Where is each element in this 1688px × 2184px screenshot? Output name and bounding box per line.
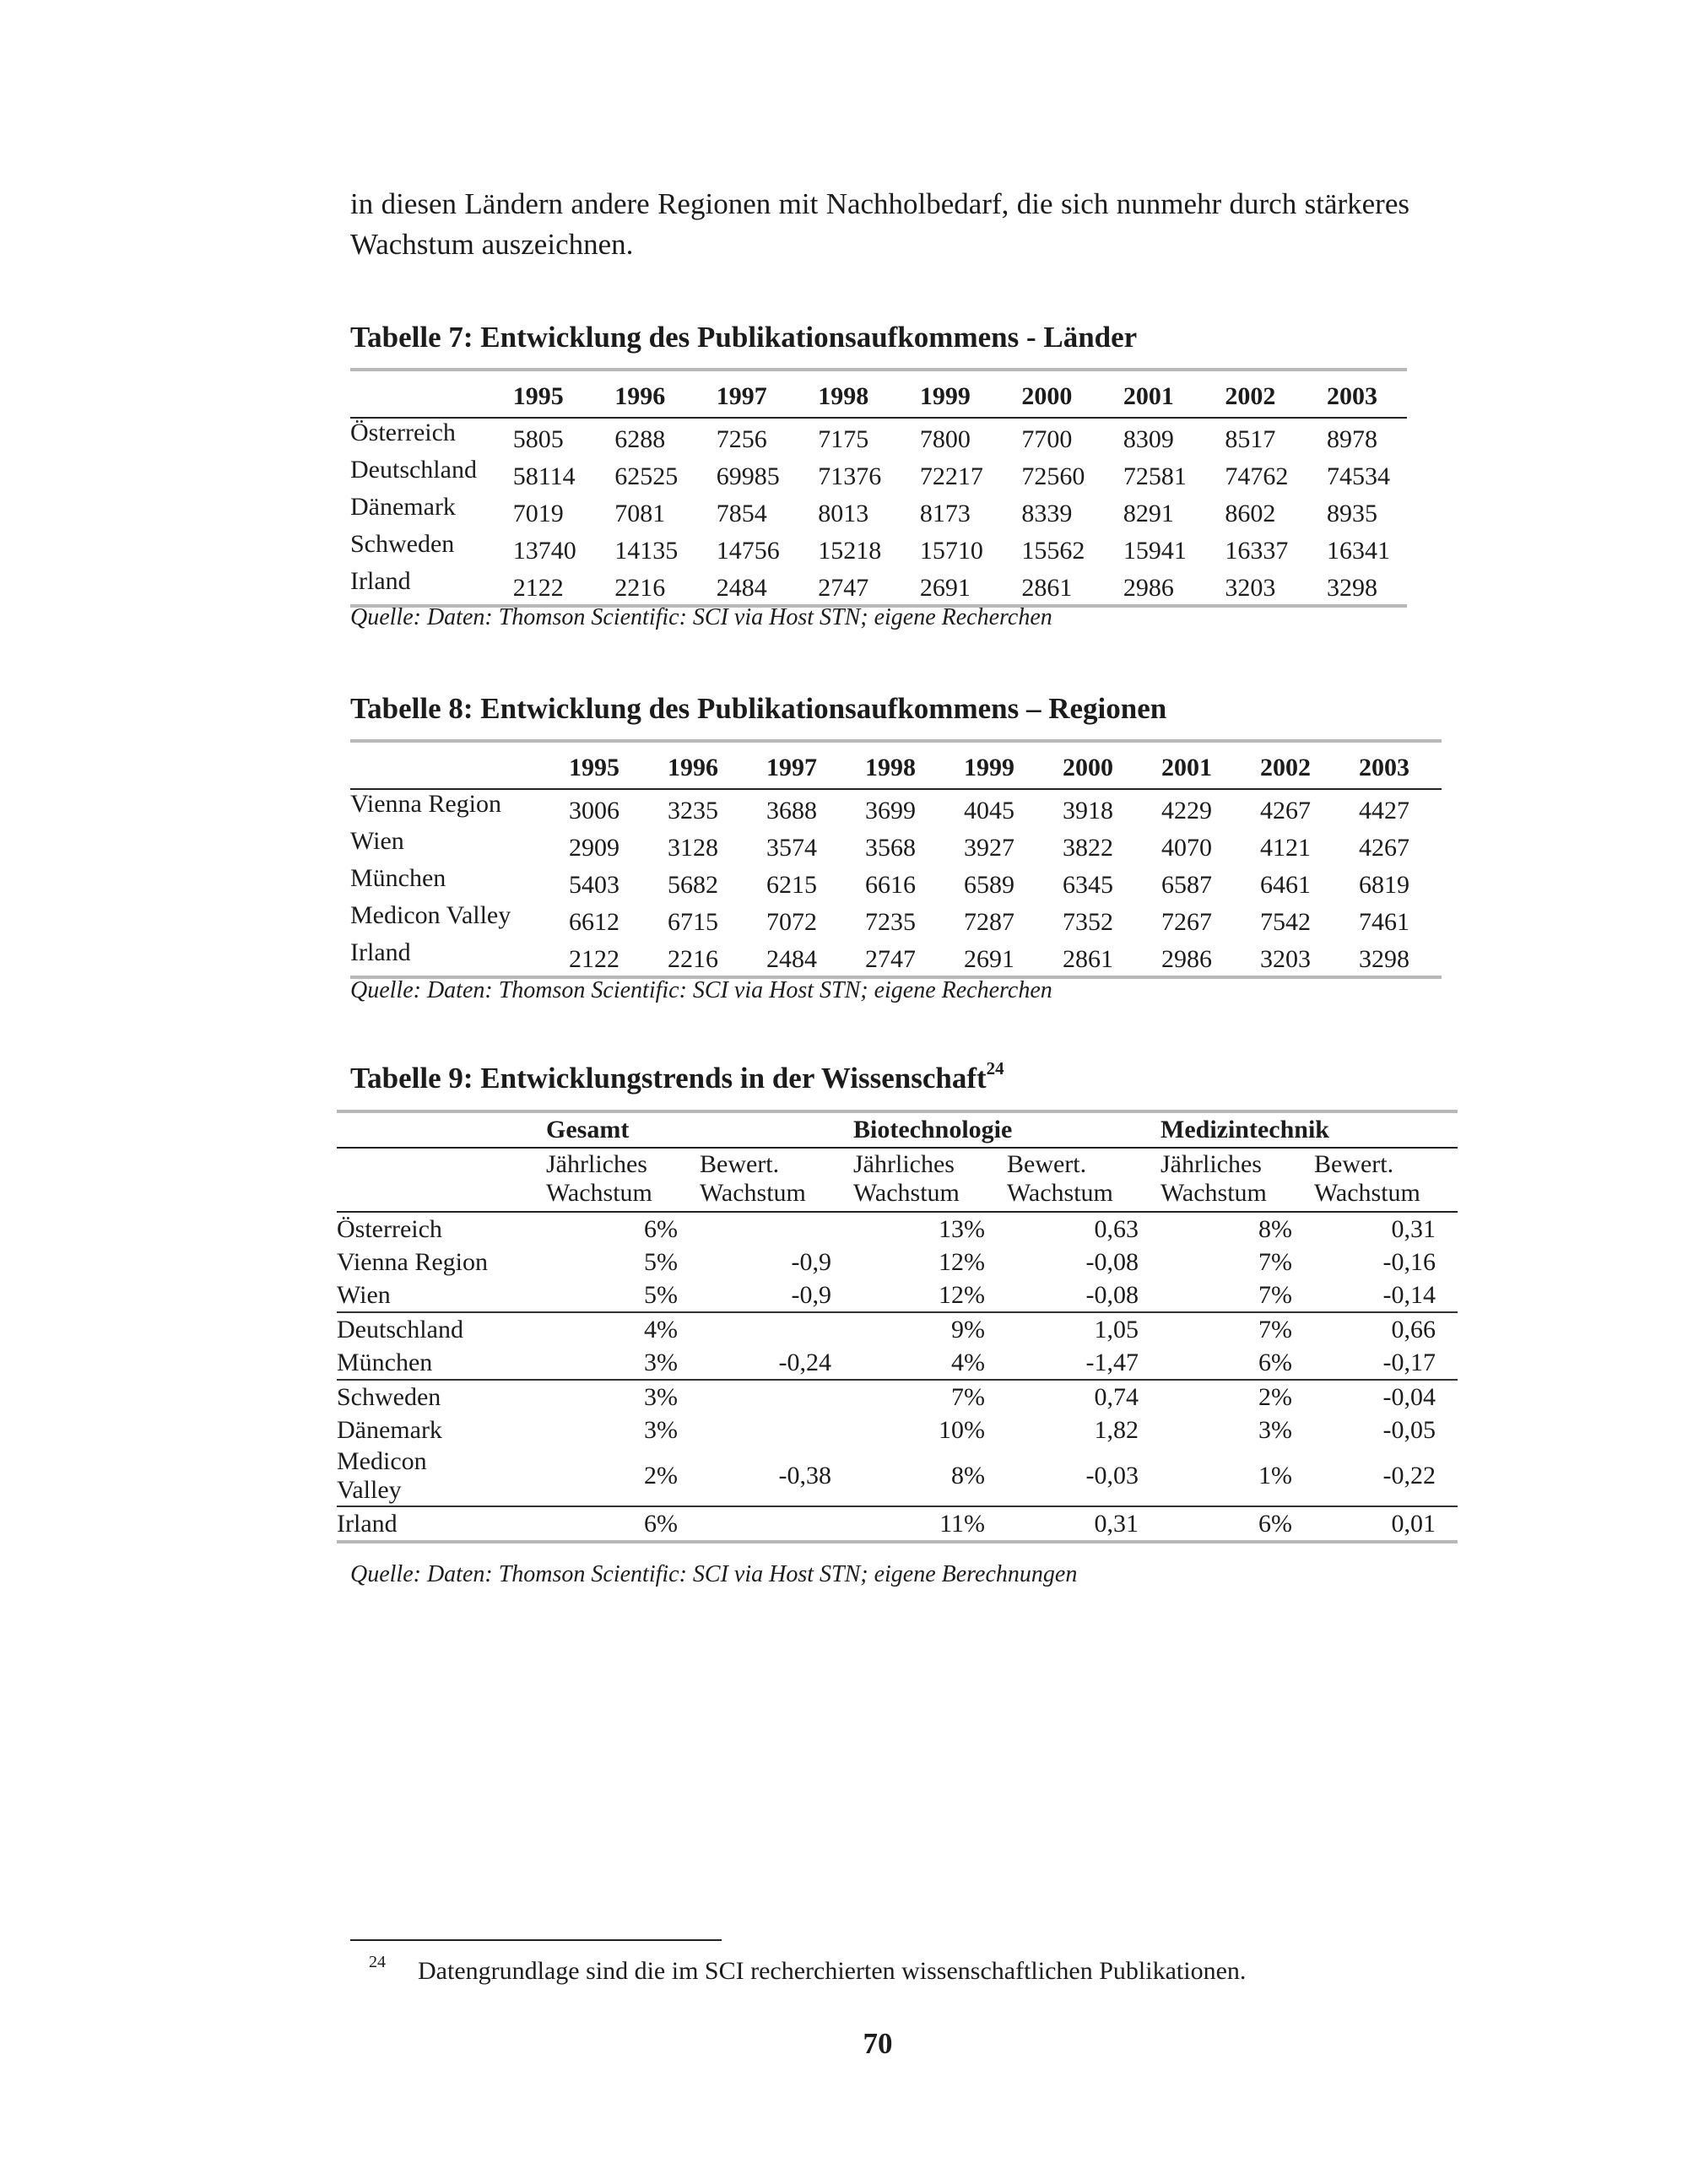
table-row: [350, 864, 1442, 901]
cell: -0,14: [1382, 1280, 1436, 1309]
row-label: Wien: [337, 1280, 391, 1309]
cell: 7256: [716, 425, 767, 453]
cell: 13%: [939, 1214, 985, 1243]
table-row: [350, 567, 1407, 606]
table8-year: 1999: [964, 741, 1063, 789]
table8-source: Quelle: Daten: Thomson Scientific: SCI via Host STN; eigene Recherchen: [350, 977, 1052, 1003]
cell: 71376: [818, 462, 882, 490]
cell: 6345: [1063, 871, 1113, 899]
cell: 8%: [951, 1462, 985, 1489]
cell: 6715: [668, 908, 718, 936]
row-label: Wien: [350, 827, 404, 855]
table7-year: 2001: [1123, 370, 1225, 418]
cell: 6288: [614, 425, 666, 453]
cell: 0,31: [1391, 1214, 1436, 1243]
cell: 5805: [512, 425, 564, 453]
row-label: Medicon Valley: [350, 901, 511, 929]
row-label: Dänemark: [350, 493, 456, 521]
cell: -0,38: [778, 1462, 831, 1489]
row-label: Schweden: [350, 530, 455, 558]
cell: 14135: [614, 537, 679, 565]
footnote-text: Datengrundlage sind die im SCI recherchierten wissenschaftlichen Publikationen.: [418, 1957, 1247, 1985]
cell: 6589: [964, 871, 1014, 899]
table7-year: 1997: [717, 370, 819, 418]
table7-header-row: [350, 370, 1407, 418]
cell: 7%: [1258, 1280, 1292, 1309]
group-biotechnologie: Biotechnologie: [853, 1111, 1160, 1148]
cell: 7%: [853, 1380, 1007, 1414]
cell: 7461: [1359, 908, 1409, 936]
subheader-cell: [853, 1148, 1007, 1212]
cell: 7%: [1258, 1247, 1292, 1276]
cell: 8%: [1258, 1214, 1292, 1243]
cell: 2909: [569, 834, 619, 862]
subheader-line: Bewert.: [700, 1150, 780, 1178]
cell: -0,17: [1382, 1348, 1436, 1376]
cell: 4121: [1260, 834, 1311, 862]
table9-subheader-row: [337, 1148, 1458, 1212]
cell: 7%: [1160, 1312, 1314, 1346]
table9-caption: [350, 1060, 1004, 1097]
cell: 1,82: [1094, 1415, 1139, 1444]
table8: [350, 739, 1442, 979]
cell: 15710: [919, 537, 983, 565]
cell: 2986: [1123, 574, 1174, 602]
group-gesamt: Gesamt: [546, 1111, 853, 1148]
subheader-cell: [1160, 1148, 1314, 1212]
row-label: Dänemark: [337, 1415, 442, 1444]
cell: 3006: [569, 797, 619, 824]
table-row: [337, 1506, 1458, 1542]
cell: 15941: [1123, 537, 1187, 565]
table8-year: 2003: [1359, 741, 1442, 789]
cell: 69985: [716, 462, 780, 490]
table7: [350, 368, 1407, 608]
table-row: [350, 901, 1442, 938]
table9: [337, 1110, 1458, 1543]
table7-year: 1995: [513, 370, 615, 418]
row-label: Vienna Region: [337, 1247, 488, 1276]
cell: 7175: [818, 425, 869, 453]
cell: 2986: [1161, 945, 1212, 973]
row-label: Deutschland: [350, 456, 477, 484]
cell: 6%: [1258, 1348, 1292, 1376]
table8-corner: [350, 741, 569, 789]
subheader-cell: [1314, 1148, 1458, 1212]
cell: 0,74: [1007, 1380, 1160, 1414]
cell: 0,31: [1007, 1506, 1160, 1542]
cell: 3235: [668, 797, 718, 824]
cell: 3%: [644, 1348, 678, 1376]
table8-year: 1995: [569, 741, 668, 789]
cell: 2%: [644, 1462, 678, 1489]
cell: 3918: [1063, 797, 1113, 824]
cell: -0,04: [1314, 1380, 1458, 1414]
cell: 2861: [1063, 945, 1113, 973]
cell: 0,63: [1094, 1214, 1139, 1243]
table-row: [350, 456, 1407, 493]
subheader-line: Wachstum: [546, 1179, 652, 1207]
cell: 9%: [853, 1312, 1007, 1346]
cell: 8978: [1326, 425, 1377, 453]
cell: 7800: [919, 425, 971, 453]
cell: 1%: [1258, 1462, 1292, 1489]
cell: 5403: [569, 871, 619, 899]
cell: -0,08: [1085, 1247, 1139, 1276]
cell: 2122: [512, 574, 564, 602]
row-label: Irland: [350, 567, 411, 595]
cell: 2747: [865, 945, 916, 973]
subheader-line: Wachstum: [853, 1179, 960, 1207]
cell: 0,01: [1314, 1506, 1458, 1542]
table-row: [337, 1414, 1458, 1446]
cell: 6%: [1160, 1506, 1314, 1542]
cell: 7019: [512, 500, 564, 527]
cell: 3298: [1326, 574, 1377, 602]
table8-year: 2000: [1063, 741, 1161, 789]
cell: 2%: [1160, 1380, 1314, 1414]
cell: 3203: [1260, 945, 1311, 973]
cell: 2691: [919, 574, 971, 602]
cell: 12%: [939, 1280, 985, 1309]
table-row: [337, 1346, 1458, 1380]
cell: [700, 1212, 853, 1246]
table8-year: 2002: [1260, 741, 1359, 789]
cell: 0,66: [1314, 1312, 1458, 1346]
cell: -0,08: [1085, 1280, 1139, 1309]
cell: 72217: [919, 462, 983, 490]
row-label: Österreich: [350, 419, 456, 446]
table8-year: 1997: [766, 741, 865, 789]
cell: 4267: [1359, 834, 1409, 862]
cell: 7235: [865, 908, 916, 936]
cell: -0,9: [791, 1247, 831, 1276]
cell: 72560: [1021, 462, 1085, 490]
table8-year: 2001: [1161, 741, 1260, 789]
cell: 16341: [1326, 537, 1390, 565]
cell: 2861: [1021, 574, 1073, 602]
cell: 14756: [716, 537, 780, 565]
table9-corner-sub: [337, 1148, 546, 1212]
cell: 6612: [569, 908, 619, 936]
subheader-cell: [546, 1148, 700, 1212]
cell: -0,9: [791, 1280, 831, 1309]
table7-source: Quelle: Daten: Thomson Scientific: SCI via Host STN; eigene Recherchen: [350, 604, 1052, 630]
cell: 7072: [766, 908, 817, 936]
cell: 3%: [644, 1415, 678, 1444]
cell: 5%: [644, 1247, 678, 1276]
row-label: München: [337, 1348, 433, 1376]
cell: 7081: [614, 500, 666, 527]
cell: 7352: [1063, 908, 1113, 936]
cell: 3927: [964, 834, 1014, 862]
row-label: Deutschland: [337, 1312, 546, 1346]
cell: -0,05: [1382, 1415, 1436, 1444]
cell: 7854: [716, 500, 767, 527]
cell: 62525: [614, 462, 679, 490]
table9-corner: [337, 1111, 546, 1148]
cell: 8291: [1123, 500, 1174, 527]
cell: 8517: [1225, 425, 1276, 453]
table9-footnote-ref: 24: [986, 1058, 1004, 1078]
intro-text: in diesen Ländern andere Regionen mit Nachholbedarf, die sich nunmehr durch stärkeres Wachstum auszeichnen.: [350, 187, 1409, 261]
cell: 7542: [1260, 908, 1311, 936]
cell: 2216: [614, 574, 666, 602]
subheader-cell: [700, 1148, 853, 1212]
row-label: [337, 1446, 546, 1506]
cell: 1,05: [1007, 1312, 1160, 1346]
cell: 15218: [818, 537, 882, 565]
table-row: [350, 827, 1442, 864]
cell: [700, 1380, 853, 1414]
cell: -0,24: [778, 1348, 831, 1376]
table-row: [337, 1279, 1458, 1312]
subheader-line: Jährliches: [1160, 1150, 1262, 1178]
cell: 2747: [818, 574, 869, 602]
subheader-line: Bewert.: [1007, 1150, 1087, 1178]
cell: 4267: [1260, 797, 1311, 824]
cell: 8602: [1225, 500, 1276, 527]
table-row: [350, 938, 1442, 977]
cell: 6%: [546, 1506, 700, 1542]
cell: 8173: [919, 500, 971, 527]
cell: 13740: [512, 537, 576, 565]
cell: 15562: [1021, 537, 1085, 565]
cell: 2484: [766, 945, 817, 973]
subheader-line: Jährliches: [853, 1150, 955, 1178]
cell: 74534: [1326, 462, 1390, 490]
subheader-line: Wachstum: [1007, 1179, 1113, 1207]
row-label: Schweden: [337, 1380, 546, 1414]
table7-year: 1996: [614, 370, 717, 418]
table7-corner: [350, 370, 513, 418]
table8-year: 1998: [865, 741, 964, 789]
cell: 3%: [1258, 1415, 1292, 1444]
table-row: [350, 493, 1407, 530]
table7-year: 1998: [818, 370, 920, 418]
table7-year: 2003: [1327, 370, 1407, 418]
intro-paragraph: [350, 184, 1409, 265]
cell: 8935: [1326, 500, 1377, 527]
table-row: [337, 1312, 1458, 1346]
row-label: Irland: [337, 1506, 546, 1542]
footnote: [369, 1954, 1246, 1988]
cell: 10%: [939, 1415, 985, 1444]
cell: 3688: [766, 797, 817, 824]
table8-year: 1996: [668, 741, 766, 789]
table-row: [337, 1380, 1458, 1414]
cell: -0,22: [1382, 1462, 1436, 1489]
cell: 5682: [668, 871, 718, 899]
table9-group-row: [337, 1111, 1458, 1148]
footnote-rule: [350, 1939, 722, 1941]
row-label-text: Medicon Valley: [337, 1447, 427, 1504]
cell: 3128: [668, 834, 718, 862]
cell: 6616: [865, 871, 916, 899]
cell: 7287: [964, 908, 1014, 936]
table-row: [350, 418, 1407, 456]
cell: 6819: [1359, 871, 1409, 899]
cell: 3203: [1225, 574, 1276, 602]
table-row: [350, 530, 1407, 567]
cell: 8309: [1123, 425, 1174, 453]
cell: 3%: [546, 1380, 700, 1414]
cell: 8339: [1021, 500, 1073, 527]
table9-caption-text: Tabelle 9: Entwicklungstrends in der Wissenschaft: [350, 1062, 987, 1095]
cell: 16337: [1225, 537, 1289, 565]
cell: [700, 1506, 853, 1542]
table-row: [337, 1246, 1458, 1279]
row-label: Vienna Region: [350, 790, 501, 818]
cell: 7700: [1021, 425, 1073, 453]
subheader-line: Jährliches: [546, 1150, 647, 1178]
cell: -0,03: [1085, 1462, 1139, 1489]
cell: 6461: [1260, 871, 1311, 899]
table-row: [337, 1212, 1458, 1246]
cell: 6215: [766, 871, 817, 899]
cell: 6%: [644, 1214, 678, 1243]
cell: 2484: [716, 574, 767, 602]
cell: 4070: [1161, 834, 1212, 862]
cell: 58114: [512, 462, 576, 490]
table-row: [337, 1446, 1458, 1506]
cell: 72581: [1123, 462, 1187, 490]
table9-source: Quelle: Daten: Thomson Scientific: SCI via Host STN; eigene Berechnungen: [350, 1561, 1078, 1587]
cell: 3298: [1359, 945, 1409, 973]
table8-header-row: [350, 741, 1442, 789]
cell: -0,16: [1382, 1247, 1436, 1276]
table-row: [350, 789, 1442, 827]
cell: -1,47: [1085, 1348, 1139, 1376]
table7-year: 1999: [920, 370, 1022, 418]
cell: 5%: [644, 1280, 678, 1309]
footnote-number: 24: [369, 1953, 386, 1971]
cell: 12%: [939, 1247, 985, 1276]
cell: 2691: [964, 945, 1014, 973]
subheader-cell: [1007, 1148, 1160, 1212]
cell: 4%: [546, 1312, 700, 1346]
subheader-line: Wachstum: [700, 1179, 806, 1207]
cell: 3574: [766, 834, 817, 862]
row-label: Österreich: [337, 1214, 442, 1243]
cell: 3699: [865, 797, 916, 824]
row-label: Irland: [350, 938, 411, 966]
cell: 2216: [668, 945, 718, 973]
cell: 11%: [853, 1506, 1007, 1542]
group-medizintechnik: Medizintechnik: [1160, 1111, 1458, 1148]
cell: 3822: [1063, 834, 1113, 862]
table8-caption: Tabelle 8: Entwicklung des Publikationsaufkommens – Regionen: [350, 692, 1167, 725]
row-label: München: [350, 864, 446, 892]
cell: 3568: [865, 834, 916, 862]
cell: 2122: [569, 945, 619, 973]
table7-year: 2002: [1225, 370, 1327, 418]
cell: 7267: [1161, 908, 1212, 936]
table7-year: 2000: [1021, 370, 1123, 418]
cell: [700, 1414, 853, 1446]
cell: 8013: [818, 500, 869, 527]
cell: 6587: [1161, 871, 1212, 899]
table7-caption: Tabelle 7: Entwicklung des Publikationsaufkommens - Länder: [350, 321, 1138, 354]
cell: [700, 1312, 853, 1346]
page-number: 70: [863, 2027, 893, 2060]
cell: 4045: [964, 797, 1014, 824]
subheader-line: Wachstum: [1314, 1179, 1420, 1207]
subheader-line: Bewert.: [1314, 1150, 1394, 1178]
cell: 74762: [1225, 462, 1289, 490]
cell: 4427: [1359, 797, 1409, 824]
cell: 4229: [1161, 797, 1212, 824]
cell: 4%: [951, 1348, 985, 1376]
subheader-line: Wachstum: [1160, 1179, 1267, 1207]
